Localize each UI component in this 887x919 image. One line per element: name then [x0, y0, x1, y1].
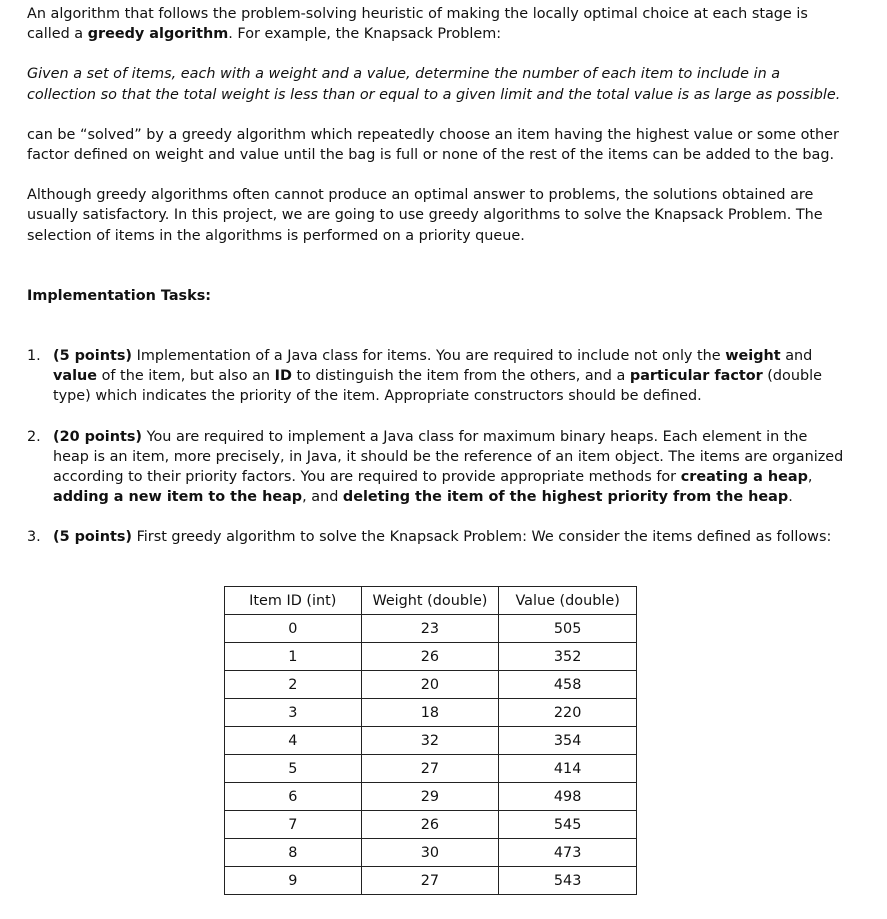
table-row [225, 783, 637, 811]
item-value-cell: 352 [499, 643, 637, 671]
table-row [225, 755, 637, 783]
problem-statement: Given a set of items, each with a weight and a value, determine the number of each item to include in a collection so that the total weight is less than or equal to a given limit and the total value is as large as possible. [27, 66, 841, 103]
item-weight-cell: 27 [361, 867, 499, 895]
item-value-cell: 414 [499, 755, 637, 783]
table-row [225, 867, 637, 895]
task-item-1 [27, 346, 847, 407]
task-text: First greedy algorithm to solve the Knapsack Problem: We consider the items defined as follows: [132, 529, 832, 546]
item-id-cell: 2 [225, 671, 362, 699]
task-bold: deleting the item of the highest priority from the heap [342, 489, 789, 506]
tasks-list [27, 346, 847, 548]
intro-paragraph [27, 4, 847, 44]
item-weight-cell: 32 [361, 727, 499, 755]
task-item-2 [27, 427, 847, 508]
item-weight-cell: 27 [361, 755, 499, 783]
task-points: (5 points) [53, 529, 132, 546]
item-weight-cell: 30 [361, 839, 499, 867]
item-value-cell: 545 [499, 811, 637, 839]
item-id-cell: 7 [225, 811, 362, 839]
item-value-cell: 543 [499, 867, 637, 895]
task-bold: particular factor [629, 368, 763, 385]
table-row [225, 727, 637, 755]
intro-text: An algorithm that follows the problem-solving heuristic of making the locally optimal choice at each stage is called a [27, 6, 808, 43]
project-paragraph: Although greedy algorithms often cannot produce an optimal answer to problems, the solutions obtained are usually satisfactory. In this project, we are going to use greedy algorithms to solve the Knapsack Problem. The selection of items in the algorithms is performed on a priority queue. [27, 187, 823, 244]
table-row [225, 643, 637, 671]
task-bold: value [53, 368, 98, 385]
tasks-heading: Implementation Tasks: [27, 287, 212, 304]
solved-paragraph: can be “solved” by a greedy algorithm which repeatedly choose an item having the highest value or some other factor defined on weight and value until the bag is full or none of the rest of the items can be added to the bag. [27, 126, 839, 164]
column-header-value: Value (double) [499, 587, 637, 615]
item-weight-cell: 20 [361, 671, 499, 699]
task-bold: weight [725, 348, 781, 365]
intro-text-end: . For example, the Knapsack Problem: [228, 26, 502, 43]
item-id-cell: 9 [225, 867, 362, 895]
item-id-cell: 6 [225, 783, 362, 811]
task-item-3 [27, 527, 847, 547]
task-points: (5 points) [53, 348, 132, 365]
task-number: 1. [27, 348, 41, 365]
column-header-weight: Weight (double) [361, 587, 499, 615]
item-id-cell: 5 [225, 755, 362, 783]
item-value-cell: 473 [499, 839, 637, 867]
item-value-cell: 458 [499, 671, 637, 699]
table-row [225, 839, 637, 867]
table-row [225, 811, 637, 839]
document-body [27, 4, 847, 548]
task-text: Implementation of a Java class for items. You are required to include not only the [132, 348, 726, 365]
item-value-cell: 505 [499, 615, 637, 643]
task-bold: adding a new item to the heap [53, 489, 303, 506]
item-id-cell: 3 [225, 699, 362, 727]
item-id-cell: 8 [225, 839, 362, 867]
task-text: You are required to implement a Java class for maximum binary heaps. Each element in the heap is an item, more precisely, in Java, it should be the reference of an item object. The items are organized according to their priority factors. You are required to provide appropriate methods for [53, 428, 844, 486]
task-text: , and [302, 489, 343, 506]
table-row [225, 699, 637, 727]
item-weight-cell: 26 [361, 643, 499, 671]
greedy-algorithm-term: greedy algorithm [87, 26, 229, 43]
column-header-id: Item ID (int) [225, 587, 362, 615]
item-id-cell: 1 [225, 643, 362, 671]
items-table [224, 586, 637, 895]
item-value-cell: 220 [499, 699, 637, 727]
table-row [225, 615, 637, 643]
item-id-cell: 0 [225, 615, 362, 643]
item-weight-cell: 23 [361, 615, 499, 643]
item-value-cell: 354 [499, 727, 637, 755]
task-text: , [807, 469, 813, 486]
task-number: 3. [27, 529, 41, 546]
item-id-cell: 4 [225, 727, 362, 755]
task-text: to distinguish the item from the others, and a [291, 368, 630, 385]
task-bold: creating a heap [680, 469, 808, 486]
task-text: of the item, but also an [97, 368, 275, 385]
task-text: (double type) which indicates the priority of the item. Appropriate constructors should be defined. [53, 368, 822, 405]
task-text: and [780, 348, 813, 365]
item-value-cell: 498 [499, 783, 637, 811]
item-weight-cell: 26 [361, 811, 499, 839]
task-number: 2. [27, 428, 41, 445]
task-bold: ID [274, 368, 292, 385]
item-weight-cell: 18 [361, 699, 499, 727]
task-text: . [788, 489, 793, 506]
task-points: (20 points) [53, 428, 142, 445]
table-header-row [225, 587, 637, 615]
table-row [225, 671, 637, 699]
item-weight-cell: 29 [361, 783, 499, 811]
